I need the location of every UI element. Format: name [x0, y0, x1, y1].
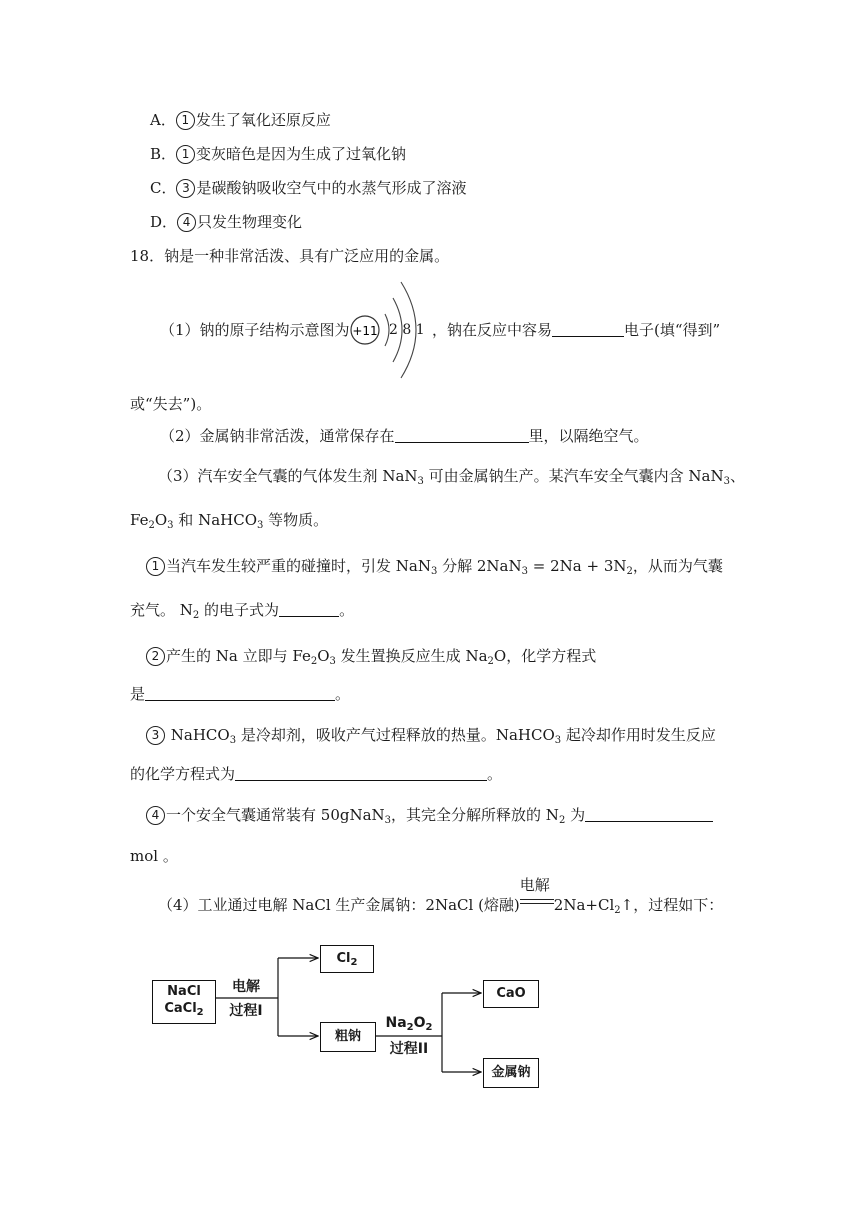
part-2-text: （2）金属钠非常活泼，通常保存在 里，以隔绝空气。	[160, 427, 649, 445]
step-1-label: 过程I	[229, 1003, 263, 1019]
nucleus-charge: +11	[352, 324, 378, 338]
option-d: D． 4 只发生物理变化	[150, 213, 303, 231]
box-cao: CaO	[483, 980, 539, 1008]
sub-question-4-continue: mol 。	[130, 847, 178, 865]
part-4-text: （4）工业通过电解 NaCl 生产金属钠：2NaCl (熔融) 电解 $2Na+Cl_2↑$，过程如下：	[158, 876, 724, 916]
circled-number-4: 4	[146, 806, 165, 825]
box-crude-sodium: 粗钠	[320, 1022, 376, 1052]
step-1-reagent: 电解	[232, 979, 260, 995]
option-c: C． 3 是碳酸钠吸收空气中的水蒸气形成了溶液	[150, 179, 467, 197]
circled-number-1: 1	[176, 111, 195, 130]
electrolysis-condition: 电解	[520, 895, 554, 915]
part-1-continue: ，钠在反应中容易 电子(填“得到”	[432, 321, 721, 339]
step-2-reagent: $Na_2O_2$	[385, 1015, 433, 1033]
step-2-label: 过程II	[389, 1041, 429, 1057]
box-cl2: $Cl_2$	[320, 945, 374, 973]
circled-number-4: 4	[177, 213, 196, 232]
sub-question-4: 4 一个安全气囊通常装有 50gNaN$_3$，其完全分解所释放的 $N_2$ 为	[146, 805, 713, 825]
sub-question-1: 1 当汽车发生较严重的碰撞时，引发 NaN$_3$ 分解 $2NaN_3 = 2Na + 3N_2$，从而为气囊	[146, 556, 723, 576]
part-1-text: （1）钠的原子结构示意图为	[160, 321, 350, 339]
circled-number-1: 1	[176, 145, 195, 164]
sub-question-1-continue: 充气。 $N_2$ 的电子式为 。	[130, 601, 355, 621]
circled-number-3: 3	[146, 726, 165, 745]
part-3-continue: $Fe_2O_3$ 和 NaHCO$_3$ 等物质。	[130, 511, 329, 531]
sub-question-2: 2 产生的 Na 立即与 $Fe_2O_3$ 发生置换反应生成 $Na_2O$，化学方程式	[146, 646, 596, 666]
sub-question-3: 3 NaHCO$_3$ 是冷却剂，吸收产气过程释放的热量。NaHCO$_3$ 起冷却作用时发生反应	[146, 725, 716, 745]
question-18-title: 18．钠是一种非常活泼、具有广泛应用的金属。	[130, 247, 450, 265]
circled-number-3: 3	[176, 179, 195, 198]
circled-number-2: 2	[146, 647, 165, 666]
part-1-end: 或“失去”)。	[130, 395, 212, 413]
option-a: A． 1 发生了氧化还原反应	[150, 111, 331, 129]
part-3-text: （3）汽车安全气囊的气体发生剂 NaN$_3$ 可由金属钠生产。某汽车安全气囊内含 NaN$_3$、	[158, 467, 746, 487]
sub-question-2-continue: 是 。	[130, 685, 351, 703]
electron-shells: 2 8 1	[389, 322, 425, 338]
circled-number-1: 1	[146, 557, 165, 576]
option-b: B． 1 变灰暗色是因为生成了过氧化钠	[150, 145, 407, 163]
box-nacl-cacl2: NaCl CaCl$_2$	[152, 980, 216, 1024]
box-metal-sodium: 金属钠	[483, 1058, 539, 1088]
sub-question-3-continue: 的化学方程式为 。	[130, 765, 503, 783]
